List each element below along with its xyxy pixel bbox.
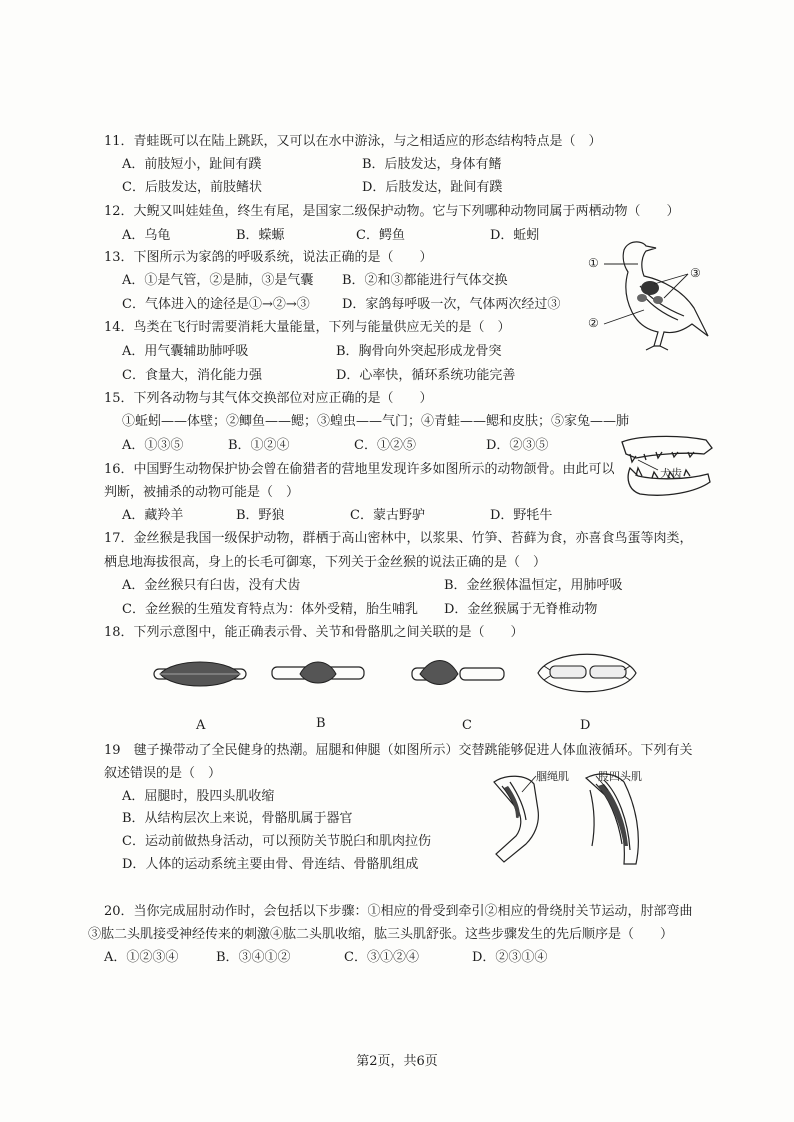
pigeon-respiratory-figure: [584, 236, 714, 358]
q15-stem: 15．下列各动物与其气体交换部位对应正确的是（ ）: [104, 391, 433, 406]
leg-label-quadriceps: 股四头肌: [598, 770, 642, 783]
q19-option-b: B．从结构层次上来说，骨骼肌属于器官: [122, 811, 353, 826]
q15-option-b: B．①②④: [228, 438, 290, 453]
q18-diagram-a: [150, 652, 250, 696]
q20-stem-line1: 20．当你完成屈肘动作时，会包括以下步骤：①相应的骨受到牵引②相应的骨绕肘关节运动，肘部弯曲: [104, 904, 693, 919]
q13-stem: 13．下图所示为家鸽的呼吸系统，说法正确的是（ ）: [104, 250, 433, 265]
q19-stem-line1: 19 毽子操带动了全民健身的热潮。屈腿和伸腿（如图所示）交替跳能够促进人体血液循环。下列有关: [104, 743, 693, 758]
q18-caption-b: B: [316, 716, 326, 731]
q18-caption-d: D: [580, 718, 591, 733]
page-footer: 第2页，共6页: [356, 1054, 438, 1069]
q11-stem: 11．青蛙既可以在陆上跳跃，又可以在水中游泳，与之相适应的形态结构特点是（ ）: [104, 134, 602, 149]
q12-option-a: A．乌龟: [122, 228, 171, 243]
q17-stem-line2: 栖息地海拔很高，身上的长毛可御寒，下列关于金丝猴的说法正确的是（ ）: [104, 555, 547, 570]
q13-option-c: C．气体进入的途径是①→②→③: [122, 297, 310, 312]
q15-option-a: A．①③⑤: [122, 438, 184, 453]
q16-option-d: D．野牦牛: [490, 508, 553, 523]
q17-option-a: A．金丝猴只有臼齿，没有犬齿: [122, 578, 301, 593]
q19-option-a: A．屈腿时，股四头肌收缩: [122, 789, 275, 804]
q12-option-d: D．蚯蚓: [490, 228, 540, 243]
q18-stem: 18．下列示意图中，能正确表示骨、关节和骨骼肌之间关联的是（ ）: [104, 625, 524, 640]
q17-option-c: C．金丝猴的生殖发育特点为：体外受精，胎生哺乳: [122, 602, 418, 617]
jaw-label-canine: 犬齿: [660, 467, 682, 480]
q17-stem-line1: 17．金丝猴是我国一级保护动物，群栖于高山密林中，以浆果、竹笋、苔藓为食，亦喜食鸟蛋等肉类，: [104, 531, 693, 546]
q20-option-d: D．②③①④: [472, 950, 548, 965]
q17-option-b: B．金丝猴体温恒定，用肺呼吸: [444, 578, 623, 593]
q20-option-b: B．③④①②: [216, 950, 291, 965]
q17-option-d: D．金丝猴属于无脊椎动物: [444, 602, 598, 617]
q11-option-c: C．后肢发达，前肢鳍状: [122, 180, 262, 195]
q15-option-c: C．①②⑤: [354, 438, 416, 453]
q13-option-d: D．家鸽每呼吸一次，气体两次经过③: [342, 297, 561, 312]
q19-option-d: D．人体的运动系统主要由骨、骨连结、骨骼肌组成: [122, 857, 419, 872]
q14-option-c: C．食量大，消化能力强: [122, 368, 262, 383]
leg-label-hamstring: 腘绳肌: [536, 770, 569, 783]
q19-stem-line2: 叙述错误的是（ ）: [104, 766, 222, 781]
q15-pairs: ①蚯蚓——体壁；②鲫鱼——鳃；③蝗虫——气门；④青蛙——鳃和皮肤；⑤家兔——肺: [122, 414, 630, 429]
q13-option-a: A．①是气管，②是肺，③是气囊: [122, 273, 314, 288]
q14-option-b: B．胸骨向外突起形成龙骨突: [336, 344, 502, 359]
q18-diagram-c: [408, 652, 508, 696]
q19-option-c: C．运动前做热身活动，可以预防关节脱臼和肌肉拉伤: [122, 834, 431, 849]
q16-stem-line2: 判断，被捕杀的动物可能是（ ）: [104, 485, 300, 500]
q13-option-b: B．②和③都能进行气体交换: [342, 273, 508, 288]
q14-option-a: A．用气囊辅助肺呼吸: [122, 344, 249, 359]
pigeon-label-2: ②: [588, 316, 599, 330]
leg-muscle-figure: [486, 766, 694, 870]
q12-stem: 12．大鲵又叫娃娃鱼，终生有尾，是国家二级保护动物。它与下列哪种动物同属于两栖动物（ ）: [104, 204, 680, 219]
q18-caption-a: A: [196, 718, 206, 733]
q16-stem-line1: 16．中国野生动物保护协会曾在偷猎者的营地里发现许多如图所示的动物颌骨。由此可以: [104, 462, 615, 477]
q16-option-b: B．野狼: [236, 508, 285, 523]
q18-caption-c: C: [462, 718, 472, 733]
q12-option-c: C．鳄鱼: [356, 228, 405, 243]
q18-diagram-b: [268, 652, 368, 696]
pigeon-label-3: ③: [690, 266, 701, 280]
q20-stem-line2: ③肱二头肌接受神经传来的刺激④肱二头肌收缩，肱三头肌舒张。这些步骤发生的先后顺序是（ ）: [88, 927, 674, 942]
q11-option-b: B．后肢发达，身体有鳍: [362, 157, 502, 172]
q14-option-d: D．心率快，循环系统功能完善: [336, 368, 516, 383]
q20-option-a: A．①②③④: [104, 950, 179, 965]
q12-option-b: B．蝾螈: [236, 228, 285, 243]
jaw-figure: [616, 432, 716, 502]
q14-stem: 14．鸟类在飞行时需要消耗大量能量，下列与能量供应无关的是（ ）: [104, 320, 511, 335]
q16-option-a: A．藏羚羊: [122, 508, 184, 523]
q20-option-c: C．③①②④: [344, 950, 419, 965]
q15-option-d: D．②③⑤: [486, 438, 549, 453]
q11-option-d: D．后肢发达，趾间有蹼: [362, 180, 503, 195]
q18-diagram-d: [532, 646, 642, 700]
q11-option-a: A．前肢短小，趾间有蹼: [122, 157, 262, 172]
pigeon-label-1: ①: [588, 256, 599, 270]
q16-option-c: C．蒙古野驴: [350, 508, 425, 523]
